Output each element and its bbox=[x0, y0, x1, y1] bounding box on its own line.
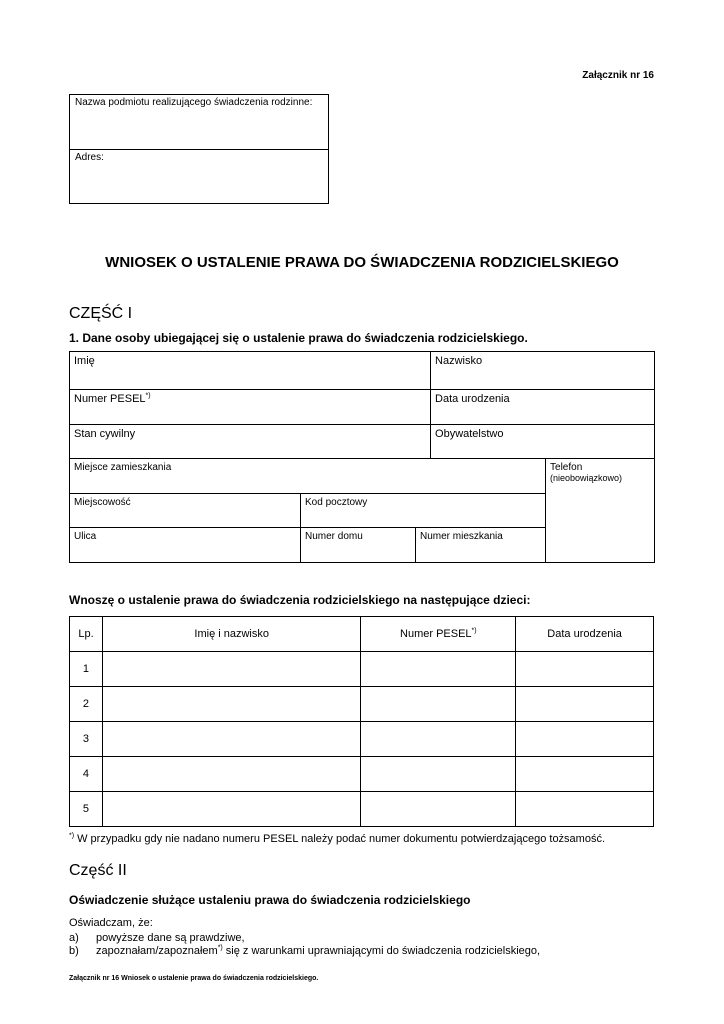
child-pesel-cell[interactable] bbox=[361, 757, 516, 792]
marital-status-field[interactable] bbox=[70, 425, 431, 459]
col-header-pesel-label: Numer PESEL bbox=[400, 628, 472, 640]
birth-date-label: Data urodzenia bbox=[435, 393, 510, 405]
first-name-label: Imię bbox=[74, 355, 95, 367]
child-pesel-cell[interactable] bbox=[361, 652, 516, 687]
residence-label: Miejsce zamieszkania bbox=[74, 462, 172, 473]
entity-box bbox=[69, 94, 329, 204]
child-pesel-cell[interactable] bbox=[361, 722, 516, 757]
annex-label: Załącznik nr 16 bbox=[582, 70, 654, 81]
entity-address-field[interactable] bbox=[70, 150, 328, 205]
residence-header bbox=[70, 459, 546, 494]
col-header-pesel bbox=[361, 617, 516, 652]
row-number: 4 bbox=[70, 757, 103, 792]
child-pesel-cell[interactable] bbox=[361, 792, 516, 827]
phone-label-wrap bbox=[546, 459, 654, 487]
child-birth-date-cell[interactable] bbox=[516, 687, 654, 722]
pesel-footnote-mark: *) bbox=[145, 392, 151, 400]
applicant-table bbox=[69, 351, 655, 563]
child-pesel-cell[interactable] bbox=[361, 687, 516, 722]
postal-code-label: Kod pocztowy bbox=[305, 497, 368, 508]
part1-title: CZĘŚĆ I bbox=[69, 305, 133, 322]
table-row bbox=[70, 687, 654, 722]
phone-optional-note: (nieobowiązkowo) bbox=[550, 473, 623, 483]
phone-field[interactable] bbox=[546, 459, 655, 563]
last-name-label: Nazwisko bbox=[435, 355, 483, 367]
applicant-section-heading: 1. Dane osoby ubiegającej się o ustalenie prawa do świadczenia rodzicielskiego. bbox=[69, 331, 528, 345]
apartment-number-field[interactable] bbox=[416, 528, 546, 563]
declaration-item-b bbox=[69, 945, 540, 957]
table-row bbox=[70, 792, 654, 827]
birth-date-field[interactable] bbox=[431, 390, 655, 425]
col-header-birth-date: Data urodzenia bbox=[516, 617, 654, 652]
pesel-label: Numer PESEL bbox=[74, 393, 146, 405]
table-row bbox=[70, 757, 654, 792]
item-a-text: powyższe dane są prawdziwe, bbox=[96, 932, 245, 944]
entity-address-label: Adres: bbox=[75, 152, 104, 163]
children-table bbox=[69, 616, 654, 827]
declaration-item-a bbox=[69, 932, 245, 944]
citizenship-field[interactable] bbox=[431, 425, 655, 459]
street-label: Ulica bbox=[74, 531, 97, 542]
part2-title: Część II bbox=[69, 862, 127, 879]
col-header-pesel-mark: *) bbox=[471, 627, 477, 635]
child-birth-date-cell[interactable] bbox=[516, 792, 654, 827]
row-number: 2 bbox=[70, 687, 103, 722]
house-number-label: Numer domu bbox=[305, 531, 363, 542]
form-title: WNIOSEK O USTALENIE PRAWA DO ŚWIADCZENIA RODZICIELSKIEGO bbox=[105, 254, 619, 271]
citizenship-label: Obywatelstwo bbox=[435, 428, 504, 440]
table-row bbox=[70, 722, 654, 757]
first-name-field[interactable] bbox=[70, 352, 431, 390]
item-a-marker: a) bbox=[69, 932, 79, 944]
apartment-number-label: Numer mieszkania bbox=[420, 531, 503, 542]
table-row bbox=[70, 652, 654, 687]
city-field[interactable] bbox=[70, 494, 301, 528]
child-name-cell[interactable] bbox=[102, 687, 361, 722]
postal-code-field[interactable] bbox=[301, 494, 546, 528]
page-footer: Załącznik nr 16 Wniosek o ustalenie prawa do świadczenia rodzicielskiego. bbox=[69, 975, 319, 982]
row-number: 3 bbox=[70, 722, 103, 757]
child-name-cell[interactable] bbox=[102, 792, 361, 827]
marital-status-label: Stan cywilny bbox=[74, 428, 136, 440]
pesel-field[interactable] bbox=[70, 390, 431, 425]
child-birth-date-cell[interactable] bbox=[516, 722, 654, 757]
item-b-text-post: się z warunkami uprawniającymi do świadczenia rodzicielskiego, bbox=[222, 945, 541, 957]
col-header-lp: Lp. bbox=[70, 617, 103, 652]
item-b-marker: b) bbox=[69, 945, 79, 957]
footnote-mark: *) bbox=[69, 832, 75, 840]
row-number: 1 bbox=[70, 652, 103, 687]
declaration-heading: Oświadczenie służące ustaleniu prawa do świadczenia rodzicielskiego bbox=[69, 893, 471, 907]
child-birth-date-cell[interactable] bbox=[516, 652, 654, 687]
child-name-cell[interactable] bbox=[102, 722, 361, 757]
phone-label: Telefon bbox=[550, 462, 583, 473]
entity-name-label: Nazwa podmiotu realizującego świadczenia rodzinne: bbox=[75, 97, 313, 108]
pesel-label-wrap bbox=[70, 390, 430, 408]
child-birth-date-cell[interactable] bbox=[516, 757, 654, 792]
house-number-field[interactable] bbox=[301, 528, 416, 563]
item-b-mark: *) bbox=[217, 944, 223, 952]
last-name-field[interactable] bbox=[431, 352, 655, 390]
street-field[interactable] bbox=[70, 528, 301, 563]
declaration-intro: Oświadczam, że: bbox=[69, 917, 153, 929]
children-section-heading: Wnoszę o ustalenie prawa do świadczenia rodzicielskiego na następujące dzieci: bbox=[69, 593, 531, 607]
footnote-text: W przypadku gdy nie nadano numeru PESEL należy podać numer dokumentu potwierdzającego tożsamość. bbox=[74, 833, 606, 845]
pesel-footnote bbox=[69, 833, 605, 845]
item-b-text-pre: zapoznałam/zapoznałem bbox=[96, 945, 218, 957]
row-number: 5 bbox=[70, 792, 103, 827]
city-label: Miejscowość bbox=[74, 497, 131, 508]
child-name-cell[interactable] bbox=[102, 652, 361, 687]
entity-name-field[interactable] bbox=[70, 95, 328, 150]
child-name-cell[interactable] bbox=[102, 757, 361, 792]
col-header-name: Imię i nazwisko bbox=[102, 617, 361, 652]
